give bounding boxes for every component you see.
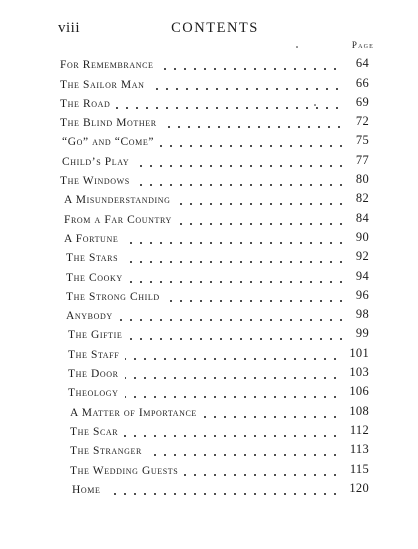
toc-entry <box>0 189 418 208</box>
toc-entry-title: The Door <box>68 368 119 381</box>
toc-entry <box>0 73 418 92</box>
page-folio: viii <box>58 20 81 36</box>
toc-entry-title: “Go” and “Come” <box>62 136 155 149</box>
toc-entry <box>0 479 418 498</box>
toc-entry <box>0 421 418 440</box>
toc-entry <box>0 305 418 324</box>
toc-entry-title: Theology <box>68 387 119 400</box>
toc-dot-leader <box>135 165 346 167</box>
toc-dot-leader <box>125 358 340 360</box>
toc-entry-page: 101 <box>349 345 369 360</box>
toc-entry-title: The Cooky <box>66 271 123 284</box>
toc-entry <box>0 93 418 112</box>
toc-entry-page: 92 <box>355 249 369 264</box>
toc-entry-page: 69 <box>355 94 369 109</box>
toc-entry-page: 94 <box>355 268 369 283</box>
toc-entry-page: 98 <box>355 307 369 322</box>
paper-speck <box>296 46 298 48</box>
toc-entry-title: The Scar <box>70 425 119 438</box>
contents-list <box>0 54 418 498</box>
toc-dot-leader <box>129 281 346 283</box>
toc-entry-page: 115 <box>349 461 369 476</box>
toc-entry-page: 90 <box>355 229 369 244</box>
toc-entry-page: 77 <box>355 152 369 167</box>
toc-entry-title: The Stranger <box>70 445 142 458</box>
toc-dot-leader <box>160 145 346 147</box>
toc-dot-leader <box>163 126 344 128</box>
toc-entry-page: 113 <box>349 442 369 457</box>
toc-dot-leader <box>166 300 346 302</box>
page-title: CONTENTS <box>171 20 259 36</box>
toc-entry-title: The Strong Child <box>66 290 160 303</box>
toc-dot-leader <box>136 184 346 186</box>
toc-entry-page: 84 <box>355 210 369 225</box>
toc-dot-leader <box>106 493 340 495</box>
toc-dot-leader <box>119 319 346 321</box>
toc-entry-title: The Windows <box>60 175 130 188</box>
toc-entry <box>0 459 418 478</box>
toc-dot-leader <box>150 88 342 90</box>
toc-dot-leader <box>124 242 346 244</box>
toc-entry <box>0 440 418 459</box>
toc-entry-title: Child’s Play <box>62 155 130 168</box>
toc-dot-leader <box>124 435 340 437</box>
toc-entry-page: 82 <box>355 191 369 206</box>
toc-entry-page: 106 <box>349 384 369 399</box>
toc-entry-title: For Remembrance <box>60 59 154 72</box>
toc-entry <box>0 286 418 305</box>
toc-dot-leader <box>178 223 346 225</box>
toc-entry <box>0 324 418 343</box>
toc-entry <box>0 401 418 420</box>
toc-entry-page: 75 <box>355 133 369 148</box>
toc-entry-title: The Wedding Guests <box>70 464 179 477</box>
toc-entry-page: 112 <box>349 422 369 437</box>
page-column-label: Page <box>351 40 374 50</box>
toc-dot-leader <box>125 377 340 379</box>
toc-dot-leader <box>177 203 346 205</box>
toc-entry-title: A Fortune <box>64 232 119 245</box>
toc-entry-page: 72 <box>355 114 369 129</box>
toc-entry-title: Anybody <box>66 310 113 323</box>
toc-entry-title: A Misunderstanding <box>64 194 171 207</box>
toc-entry-page: 96 <box>355 287 369 302</box>
toc-dot-leader <box>128 338 346 340</box>
toc-entry-title: A Matter of Importance <box>70 406 197 419</box>
toc-entry-page: 66 <box>355 75 369 90</box>
toc-entry-title: The Stars <box>66 252 119 265</box>
toc-entry <box>0 208 418 227</box>
toc-entry <box>0 54 418 73</box>
toc-entry-title: The Staff <box>68 348 120 361</box>
toc-dot-leader <box>148 454 340 456</box>
toc-entry <box>0 382 418 401</box>
toc-entry <box>0 266 418 285</box>
toc-entry-page: 64 <box>355 56 369 71</box>
toc-entry <box>0 150 418 169</box>
toc-dot-leader <box>124 261 346 263</box>
toc-entry-page: 99 <box>355 326 369 341</box>
toc-entry <box>0 170 418 189</box>
toc-entry <box>0 228 418 247</box>
toc-entry-page: 108 <box>349 403 369 418</box>
toc-entry-page: 120 <box>349 480 369 495</box>
toc-dot-leader <box>184 474 340 476</box>
paper-speck <box>314 104 316 106</box>
toc-dot-leader <box>125 396 340 398</box>
toc-dot-leader <box>160 68 340 70</box>
toc-dot-leader <box>116 107 342 109</box>
toc-entry-title: Home <box>72 483 101 496</box>
toc-dot-leader <box>203 416 340 418</box>
toc-entry-title: From a Far Country <box>64 213 172 226</box>
toc-entry <box>0 343 418 362</box>
toc-entry <box>0 363 418 382</box>
toc-entry-title: The Road <box>60 97 111 110</box>
toc-entry-page: 103 <box>349 365 369 380</box>
toc-entry <box>0 247 418 266</box>
toc-entry <box>0 112 418 131</box>
toc-entry-page: 80 <box>355 172 369 187</box>
toc-entry-title: The Blind Mother <box>60 117 157 130</box>
toc-entry <box>0 131 418 150</box>
toc-entry-title: The Sailor Man <box>60 78 145 91</box>
toc-entry-title: The Giftie <box>68 329 123 342</box>
